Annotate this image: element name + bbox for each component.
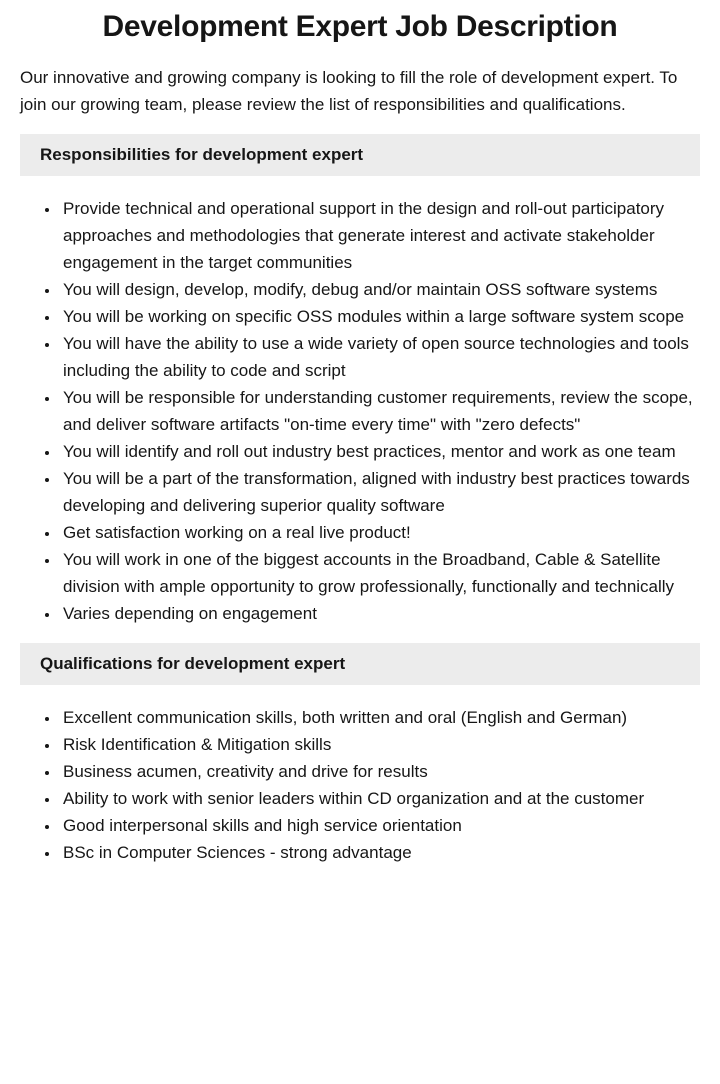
- list-item: • Get satisfaction working on a real live product!: [60, 519, 700, 546]
- list-item: • You will be working on specific OSS modules within a large software system scope: [60, 303, 700, 330]
- list-item: • Risk Identification & Mitigation skills: [60, 731, 700, 758]
- list-item: • You will work in one of the biggest accounts in the Broadband, Cable & Satellite division with ample opportunity to grow professionally, functionally and technically: [60, 546, 700, 600]
- responsibilities-heading-text: Responsibilities for development expert: [40, 145, 364, 164]
- list-item: • Varies depending on engagement: [60, 600, 700, 627]
- list-item: • You will design, develop, modify, debug and/or maintain OSS software systems: [60, 276, 700, 303]
- list-item: • Good interpersonal skills and high service orientation: [60, 812, 700, 839]
- list-item: • Business acumen, creativity and drive for results: [60, 758, 700, 785]
- qualifications-heading-bar: [20, 643, 700, 685]
- intro-paragraph: Our innovative and growing company is looking to fill the role of development expert. To join our growing team, please review the list of responsibilities and qualifications.: [20, 68, 678, 114]
- list-item: • You will identify and roll out industry best practices, mentor and work as one team: [60, 438, 700, 465]
- list-item: • You will be responsible for understanding customer requirements, review the scope, and deliver software artifacts "on-time every time" with "zero defects": [60, 384, 700, 438]
- list-item: • You will be a part of the transformation, aligned with industry best practices towards developing and delivering superior quality software: [60, 465, 700, 519]
- responsibilities-heading-bar: [20, 134, 700, 176]
- section-qualifications: [20, 643, 700, 866]
- qualifications-heading-text: Qualifications for development expert: [40, 654, 346, 673]
- list-item: • Provide technical and operational support in the design and roll-out participatory approaches and methodologies that generate interest and activate stakeholder engagement in the target communities: [60, 195, 700, 276]
- page-title: Development Expert Job Description: [102, 10, 618, 43]
- list-item: • Excellent communication skills, both written and oral (English and German): [60, 704, 700, 731]
- responsibilities-list: [20, 195, 700, 627]
- list-item: • Ability to work with senior leaders within CD organization and at the customer: [60, 785, 700, 812]
- list-item: • You will have the ability to use a wide variety of open source technologies and tools including the ability to code and script: [60, 330, 700, 384]
- section-responsibilities: [20, 134, 700, 627]
- list-item: • BSc in Computer Sciences - strong advantage: [60, 839, 700, 866]
- qualifications-list: [20, 704, 700, 866]
